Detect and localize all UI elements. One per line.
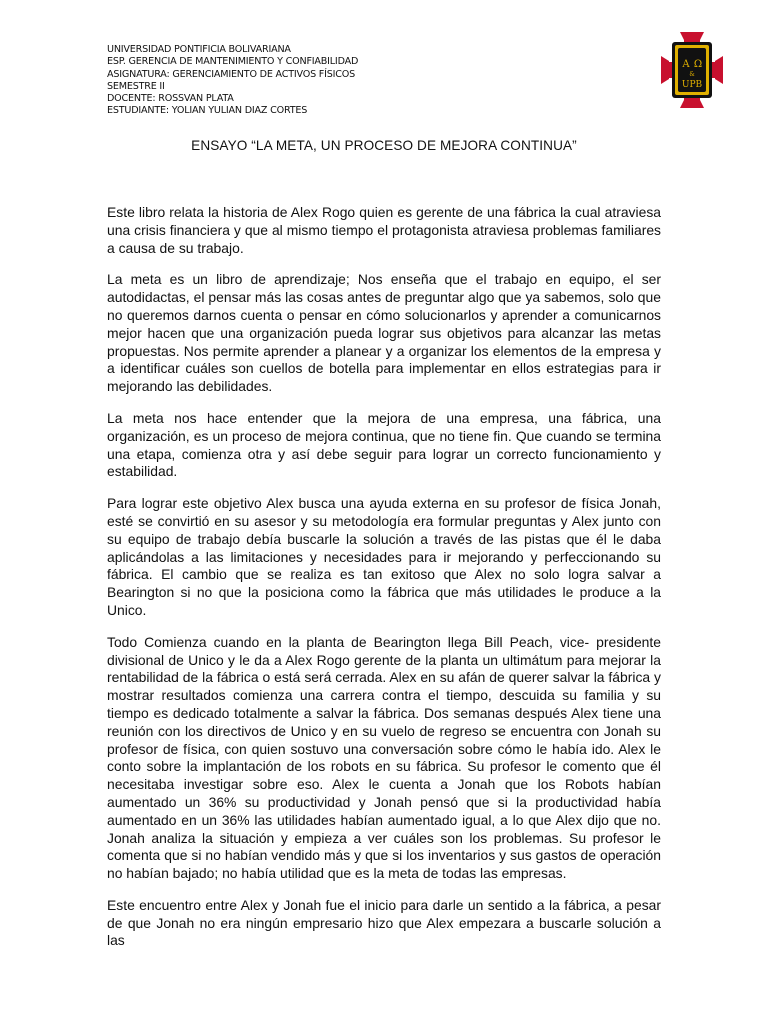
header-subject: ASIGNATURA: GERENCIAMIENTO DE ACTIVOS FÍSICOS xyxy=(107,68,356,80)
essay-body xyxy=(107,204,661,964)
essay-title: ENSAYO “LA META, UN PROCESO DE MEJORA CONTINUA” xyxy=(191,138,577,153)
upb-letters: UPB xyxy=(681,80,703,90)
paragraph: Para lograr este objetivo Alex busca una ayuda externa en su profesor de física Jonah, esté se convirtió en su asesor y su metodología era formular preguntas y Alex junto con su equipo de trabajo debía buscarle la solución a través de las pistas que él le daba aplicándolas a las limitaciones y necesidades para ir mejorando y perfeccionando su fábrica. El cambio que se realiza es tan exitoso que Alex no solo logra salvar a Bearington si no que la posiciona como la fábrica que más utilidades le produce a la Unico. xyxy=(107,495,661,618)
document-header xyxy=(107,44,358,118)
header-teacher: DOCENTE: ROSSVAN PLATA xyxy=(107,93,234,105)
header-semester: SEMESTRE II xyxy=(107,80,165,92)
paragraph: Este encuentro entre Alex y Jonah fue el inicio para darle un sentido a la fábrica, a pesar de que Jonah no era ningún empresario hizo que Alex empezara a buscarle solución a las xyxy=(107,896,661,949)
omega-letter: Ω xyxy=(693,59,703,70)
paragraph: Este libro relata la historia de Alex Rogo quien es gerente de una fábrica la cual atraviesa una crisis financiera y que al mismo tiempo el protagonista atraviesa problemas familiares a causa de su trabajo. xyxy=(107,204,661,256)
paragraph: Todo Comienza cuando en la planta de Bearington llega Bill Peach, vice- presidente divisional de Unico y le da a Alex Rogo gerente de la planta un ultimátum para mejorar la rentabilidad de la fábrica o está será cerrada. Alex en su afán de querer salvar la fábrica y mostrar resultados comienza una carrera contra el tiempo, descuida su familia y su tiempo es dedicado totalmente a salvar la fábrica. Dos semanas después Alex tiene una reunión con los directivos de Unico y en su vuelo de regreso se encuentra con Jonah su profesor de física, con quien sostuvo una conversación sobre cómo le había ido. Alex le conto sobre la implantación de los robots en su fábrica. Su profesor le comento que él necesitaba investigar sobre eso. Alex le cuenta a Jonah que los Robots habían aumentado un 36% su productividad y Jonah pensó que si la productividad había aumentado en un 36% las utilidades habían aumentado igual, a lo que Alex dijo que no. Jonah analiza la situación y empieza a ver cuáles son los problemas. Su profesor le comenta que si no habían vendido más y que si los inventarios y sus gastos de operación no habían bajado; no había utilidad que es la meta de todas las empresas. xyxy=(107,633,661,882)
header-student: ESTUDIANTE: YOLIAN YULIAN DIAZ CORTES xyxy=(107,105,308,117)
header-university: UNIVERSIDAD PONTIFICIA BOLIVARIANA xyxy=(107,44,291,55)
header-program: ESP. GERENCIA DE MANTENIMIENTO Y CONFIABILIDAD xyxy=(107,56,359,68)
paragraph: La meta nos hace entender que la mejora de una empresa, una fábrica, una organización, es un proceso de mejora continua, que no tiene fin. Que cuando se termina una etapa, comienza otra y así debe seguir para lograr un correcto funcionamiento y estabilidad. xyxy=(107,409,661,480)
paragraph: La meta es un libro de aprendizaje; Nos enseña que el trabajo en equipo, el ser autodidactas, el pensar más las cosas antes de preguntar algo que ya sabemos, solo que no queremos darnos cuenta o pensar en cómo solucionarlos y aprender a comunicarnos mejor hacen que una organización pueda lograr sus objetivos para alcanzar las metas propuestas. Nos permite aprender a planear y a organizar los elementos de la empresa y a identificar cuáles son cuellos de botella para implementar en ellos estrategias para ir mejorando las debilidades. xyxy=(107,271,661,395)
ampersand-mark: & xyxy=(689,71,695,78)
upb-seal-logo xyxy=(660,30,724,110)
alpha-letter: A xyxy=(682,59,690,70)
